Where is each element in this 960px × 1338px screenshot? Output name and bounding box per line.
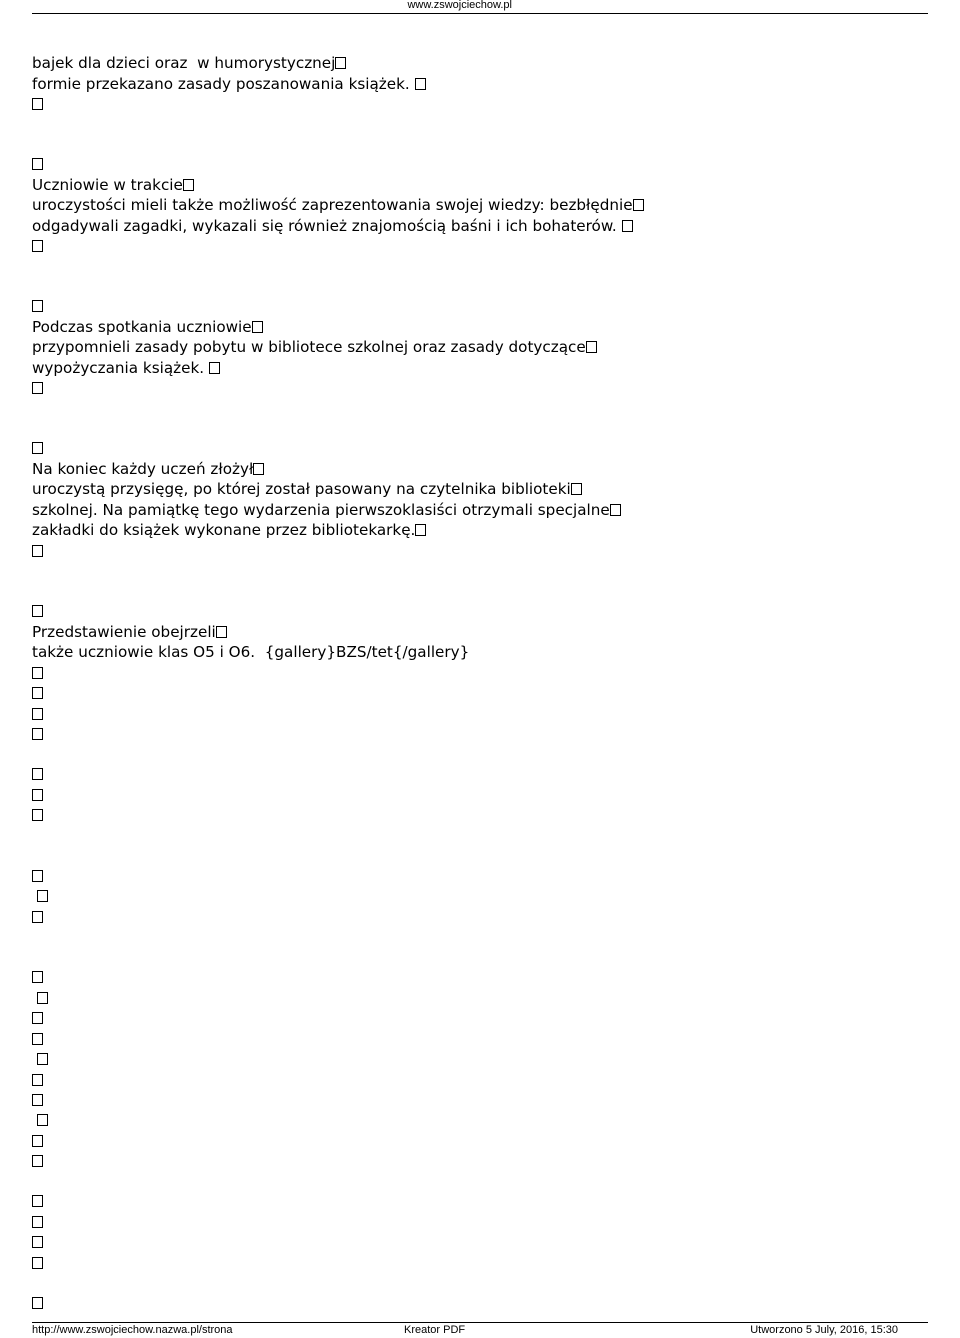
missing-glyph-box (32, 1216, 43, 1228)
text-line (32, 378, 43, 398)
missing-glyph-box (415, 78, 426, 90)
text-line: zakładki do książek wykonane przez bibliotekarkę. (32, 520, 426, 540)
text-line (32, 1131, 43, 1151)
text-line (32, 683, 43, 703)
text-line (32, 1253, 43, 1273)
header-site-url: www.zswojciechow.pl (407, 0, 512, 11)
missing-glyph-box (32, 1236, 43, 1248)
missing-glyph-box (610, 504, 621, 516)
missing-glyph-box (32, 1297, 43, 1309)
text-line: Uczniowie w trakcie (32, 175, 194, 195)
text-line (32, 886, 48, 906)
missing-glyph-box (335, 57, 346, 69)
text-line (32, 1090, 43, 1110)
text-line (32, 663, 43, 683)
missing-glyph-box (32, 300, 43, 312)
missing-glyph-box (32, 442, 43, 454)
text-line: odgadywali zagadki, wykazali się również znajomością baśni i ich bohaterów. (32, 216, 633, 236)
text-line (32, 1212, 43, 1232)
missing-glyph-box (32, 605, 43, 617)
text-line (32, 154, 43, 174)
text-line (32, 1191, 43, 1211)
missing-glyph-box (633, 199, 644, 211)
text-line (32, 94, 43, 114)
missing-glyph-box (37, 890, 48, 902)
missing-glyph-box (216, 626, 227, 638)
missing-glyph-box (37, 1053, 48, 1065)
missing-glyph-box (586, 341, 597, 353)
text-line (32, 438, 43, 458)
missing-glyph-box (32, 809, 43, 821)
missing-glyph-box (32, 789, 43, 801)
missing-glyph-box (209, 362, 220, 374)
missing-glyph-box (32, 728, 43, 740)
missing-glyph-box (37, 992, 48, 1004)
text-line: uroczystą przysięgę, po której został pasowany na czytelnika biblioteki (32, 479, 582, 499)
missing-glyph-box (32, 667, 43, 679)
missing-glyph-box (415, 524, 426, 536)
text-line: także uczniowie klas O5 i O6. {gallery}BZS/tet{/gallery} (32, 643, 470, 661)
missing-glyph-box (32, 1033, 43, 1045)
text-line (32, 1049, 48, 1069)
text-line (32, 866, 43, 886)
missing-glyph-box (32, 911, 43, 923)
missing-glyph-box (252, 321, 263, 333)
text-line: Na koniec każdy uczeń złożył (32, 459, 264, 479)
text-line (32, 1110, 48, 1130)
footer-source-link[interactable]: http://www.zswojciechow.nazwa.pl/strona (32, 1324, 233, 1336)
text-line (32, 785, 43, 805)
missing-glyph-box (571, 483, 582, 495)
text-line: Przedstawienie obejrzeli (32, 622, 227, 642)
missing-glyph-box (32, 1135, 43, 1147)
missing-glyph-box (32, 1257, 43, 1269)
text-line (32, 541, 43, 561)
text-line: uroczystości mieli także możliwość zaprezentowania swojej wiedzy: bezbłędnie (32, 195, 644, 215)
missing-glyph-box (37, 1114, 48, 1126)
footer-created-date: Utworzono 5 July, 2016, 15:30 (750, 1324, 898, 1336)
text-line: szkolnej. Na pamiątkę tego wydarzenia pierwszoklasiści otrzymali specjalne (32, 500, 621, 520)
text-line: wypożyczania książek. (32, 358, 220, 378)
text-line (32, 236, 43, 256)
text-line (32, 988, 48, 1008)
footer-creator: Kreator PDF (404, 1324, 466, 1336)
text-line (32, 907, 43, 927)
missing-glyph-box (32, 870, 43, 882)
missing-glyph-box (32, 708, 43, 720)
missing-glyph-box (183, 179, 194, 191)
footer-divider (32, 1322, 928, 1323)
missing-glyph-box (32, 1195, 43, 1207)
header-divider (32, 13, 928, 14)
text-line: formie przekazano zasady poszanowania książek. (32, 74, 426, 94)
text-line (32, 601, 43, 621)
missing-glyph-box (32, 1094, 43, 1106)
missing-glyph-box (253, 463, 264, 475)
missing-glyph-box (622, 220, 633, 232)
missing-glyph-box (32, 158, 43, 170)
text-line: bajek dla dzieci oraz w humorystycznej (32, 53, 346, 73)
text-line (32, 1151, 43, 1171)
missing-glyph-box (32, 971, 43, 983)
missing-glyph-box (32, 545, 43, 557)
text-line (32, 704, 43, 724)
text-line: przypomnieli zasady pobytu w bibliotece szkolnej oraz zasady dotyczące (32, 337, 597, 357)
text-line (32, 1070, 43, 1090)
text-line (32, 967, 43, 987)
missing-glyph-box (32, 382, 43, 394)
text-line (32, 724, 43, 744)
missing-glyph-box (32, 768, 43, 780)
text-line (32, 1232, 43, 1252)
missing-glyph-box (32, 687, 43, 699)
text-line (32, 296, 43, 316)
missing-glyph-box (32, 240, 43, 252)
text-line (32, 1008, 43, 1028)
missing-glyph-box (32, 1074, 43, 1086)
missing-glyph-box (32, 98, 43, 110)
text-line (32, 805, 43, 825)
missing-glyph-box (32, 1012, 43, 1024)
text-line (32, 1293, 43, 1313)
missing-glyph-box (32, 1155, 43, 1167)
text-line: Podczas spotkania uczniowie (32, 317, 263, 337)
text-line (32, 1029, 43, 1049)
text-line (32, 764, 43, 784)
